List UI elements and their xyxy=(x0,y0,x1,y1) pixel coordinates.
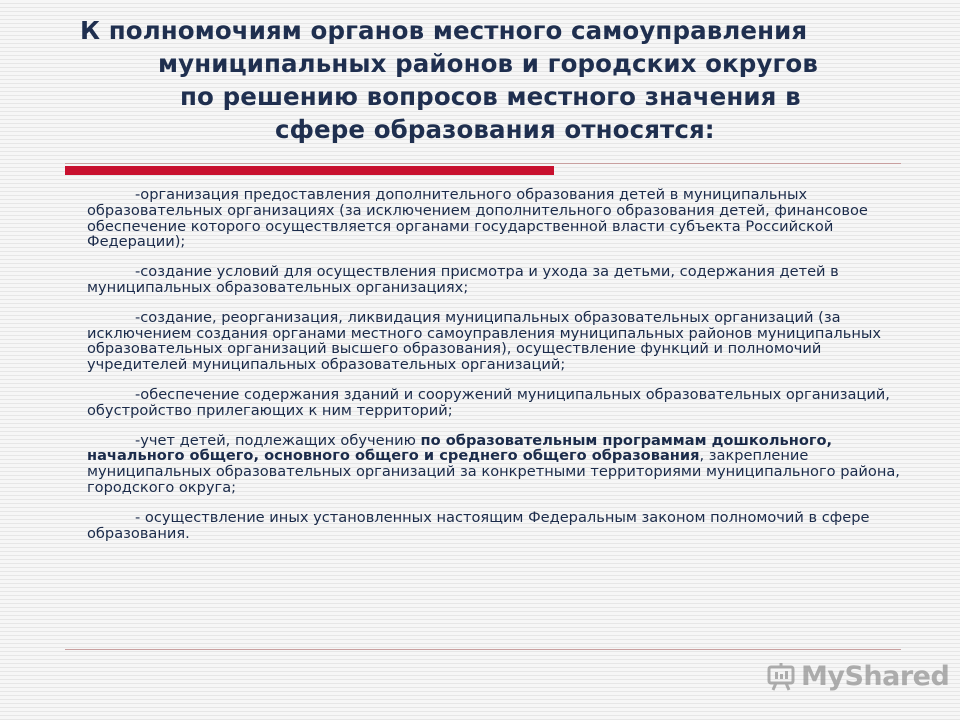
body-paragraph: - осуществление иных установленных настоящим Федеральным законом полномочий в сфере образования. xyxy=(87,508,870,542)
myshared-watermark xyxy=(766,658,949,694)
title-line: сфере образования относятся: xyxy=(275,115,715,144)
presentation-board-icon xyxy=(766,661,796,691)
slide-title xyxy=(70,14,910,146)
body-paragraph: -создание, реорганизация, ликвидация муниципальных образовательных организаций (за исключением создания органами местного самоуправления муниципальных районов муниципальных образовательных организаций высшего образования), осуществление функций и полномочий учредителей муниципальных образовательных организаций; xyxy=(87,308,882,374)
title-line: К полномочиям органов местного самоуправления xyxy=(80,16,808,45)
bottom-divider-line xyxy=(65,649,901,650)
body-paragraph: -организация предоставления дополнительного образования детей в муниципальных образовательных организациях (за исключением дополнительного образования детей, финансовое обеспечение которого осуществляется органами государственной власти субъекта Российской Федерации); xyxy=(87,186,868,251)
body-paragraph xyxy=(87,433,912,496)
slide-body xyxy=(87,187,912,555)
body-text: , закрепление муниципальных образовательных организаций за конкретными территориями муниципального района, городского округа; xyxy=(87,447,900,496)
body-paragraph: -обеспечение содержания зданий и сооружений муниципальных образовательных организаций, обустройство прилегающих к ним территорий; xyxy=(87,385,890,419)
body-text: -учет детей, подлежащих обучению xyxy=(135,431,421,449)
title-line: по решению вопросов местного значения в xyxy=(180,82,801,111)
bold-text: по образовательным программам дошкольного, начального общего, основного общего и среднего общего образования xyxy=(87,431,833,465)
body-paragraph: -создание условий для осуществления присмотра и ухода за детьми, содержания детей в муниципальных образовательных организациях; xyxy=(87,263,839,296)
red-accent-bar xyxy=(65,166,554,175)
title-line: муниципальных районов и городских округов xyxy=(158,49,818,78)
watermark-text: MyShared xyxy=(801,660,950,692)
top-divider-line xyxy=(65,163,901,164)
